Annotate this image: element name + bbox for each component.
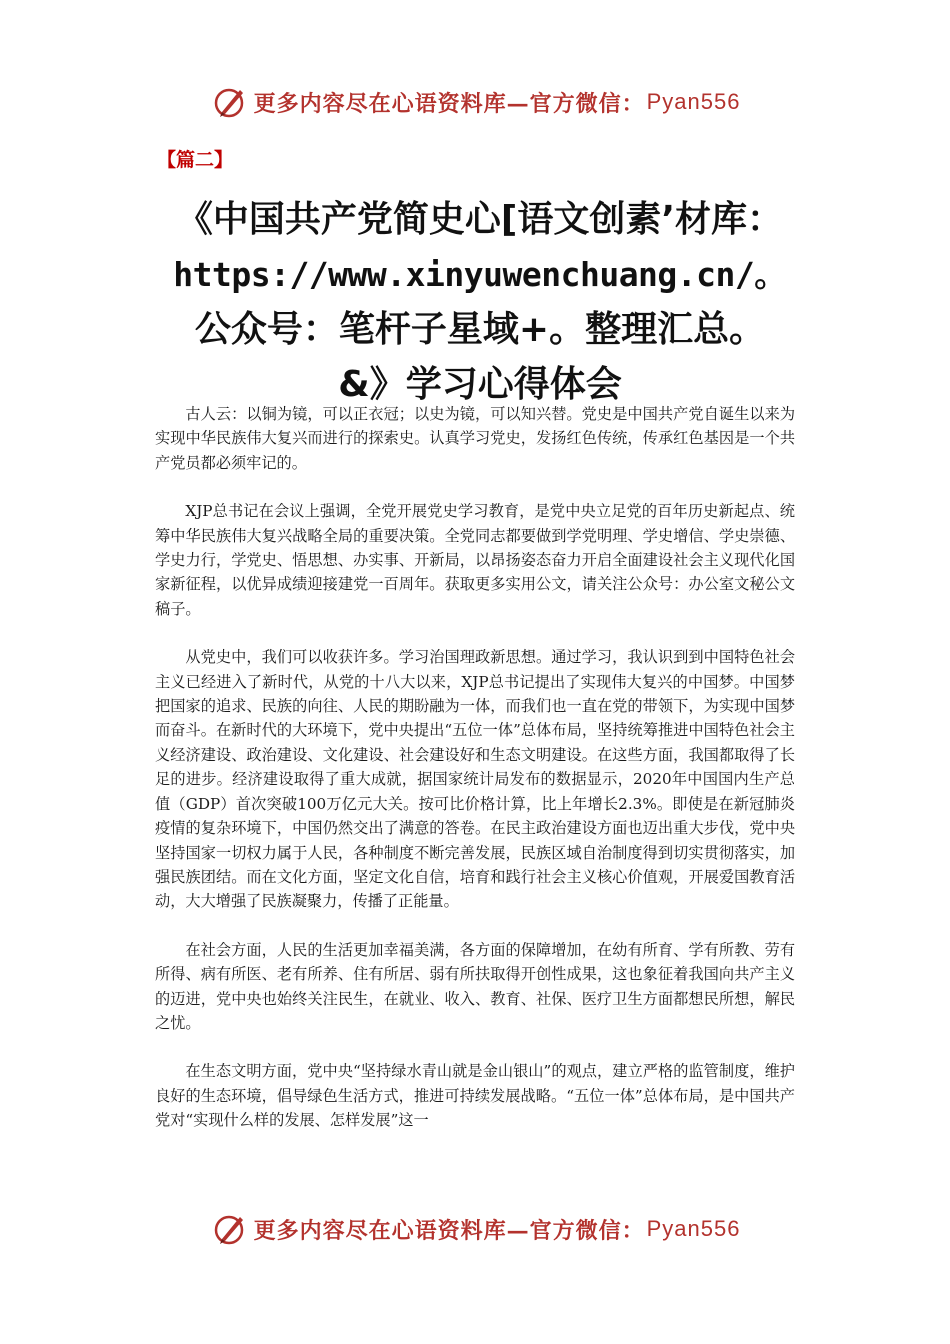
banner-text: 更多内容尽在心语资料库—官方微信：: [253, 1217, 645, 1244]
paragraph-5: 在生态文明方面，党中央“坚持绿水青山就是金山银山”的观点，建立严格的监管制度，维护良好的生态环境，倡导绿色生活方式，推进可持续发展战略。“五位一体”总体布局，是中国共产党对“实现什么样的发展、怎样发展”这一: [155, 1062, 795, 1130]
paragraph-4: 在社会方面，人民的生活更加幸福美满，各方面的保障增加，在幼有所育、学有所教、劳有所得、病有所医、老有所养、住有所居、弱有所扶取得开创性成果，这也象征着我国向共产主义的迈进，党中央也始终关注民生，在就业、收入、教育、社保、医疗卫生方面都想民所想，解民之忧。: [155, 940, 795, 1032]
document-title: [150, 192, 810, 412]
paragraph-1: 古人云：以铜为镜，可以正衣冠；以史为镜，可以知兴替。党史是中国共产党自诞生以来为实现中华民族伟大复兴而进行的探索史。认真学习党史，发扬红色传统，传承红色基因是一个共产党员都必须牢记的。: [155, 405, 795, 472]
title-line-4: &》学习心得体会: [338, 364, 622, 405]
document-body: [155, 402, 795, 1157]
pen-circle-logo-icon: [210, 1209, 250, 1249]
footer-banner: [0, 1209, 950, 1249]
paragraph-3: 从党史中，我们可以收获许多。学习治国理政新思想。通过学习，我认识到到中国特色社会主义已经进入了新时代，从党的十八大以来，XJP总书记提出了实现伟大复兴的中国梦。中国梦把国家的追求、民族的向往、人民的期盼融为一体，而我们也一直在党的带领下，为实现中国梦而奋斗。在新时代的大环境下，党中央提出“五位一体”总体布局，坚持统筹推进中国特色社会主义经济建设、政治建设、文化建设、社会建设好和生态文明建设。在这些方面，我国都取得了长足的进步。经济建设取得了重大成就，据国家统计局发布的数据显示，2020年中国国内生产总值（GDP）首次突破100万亿元大关。按可比价格计算，比上年增长2.3%。即使是在新冠肺炎疫情的复杂环境下，中国仍然交出了满意的答卷。在民主政治建设方面也迈出重大步伐，党中央坚持国家一切权力属于人民，各种制度不断完善发展，民族区域自治制度得到切实贯彻落实，加强民族团结。而在文化方面，坚定文化自信，培育和践行社会主义核心价值观，开展爱国教育活动，大大增强了民族凝聚力，传播了正能量。: [155, 648, 795, 911]
title-line-1: 《中国共产党简史心[语文创素’材库：: [176, 199, 784, 240]
banner-wechat-id: Pyan556: [646, 89, 741, 114]
paragraph-2: XJP总书记在会议上强调，全党开展党史学习教育，是党中央立足党的百年历史新起点、统筹中华民族伟大复兴战略全局的重要决策。全党同志都要做到学党明理、学史增信、学史崇德、学史力行，学党史、悟思想、办实事、开新局，以昂扬姿态奋力开启全面建设社会主义现代化国家新征程，以优异成绩迎接建党一百周年。获取更多实用公文，请关注公众号：办公室文秘公文稿子。: [155, 502, 795, 618]
banner-text: 更多内容尽在心语资料库—官方微信：: [253, 90, 645, 117]
title-line-2: https://www.xinyuwenchuang.cn/。: [173, 255, 787, 294]
section-label: 【篇二】: [157, 149, 234, 171]
title-line-3: 公众号：笔杆子星域+。整理汇总。: [194, 309, 766, 350]
banner-wechat-id: Pyan556: [646, 1216, 741, 1241]
header-banner: [0, 82, 950, 122]
pen-circle-logo-icon: [210, 82, 250, 122]
